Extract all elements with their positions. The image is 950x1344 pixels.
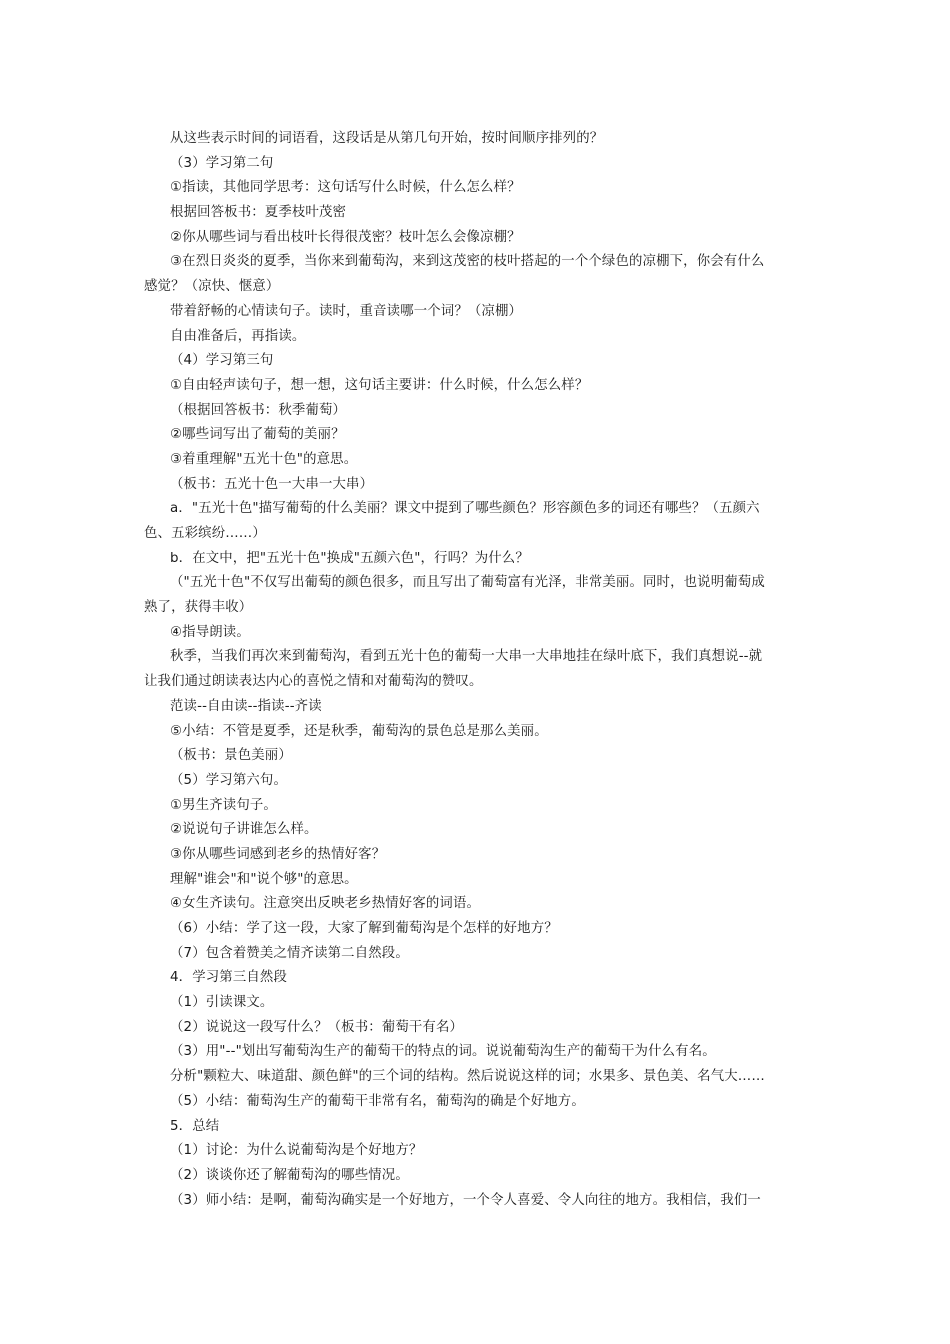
- text-line: 范读--自由读--指读--齐读: [170, 698, 322, 714]
- text-line: 5．总结: [170, 1118, 220, 1134]
- text-line: 熟了，获得丰收）: [144, 600, 253, 616]
- text-line: （3）用"--"划出写葡萄沟生产的葡萄干的特点的词。说说葡萄沟生产的葡萄干为什么有名。: [170, 1044, 716, 1060]
- text-line: ③在烈日炎炎的夏季，当你来到葡萄沟，来到这茂密的枝叶搭起的一个个绿色的凉棚下，你会有什么: [170, 254, 765, 270]
- text-line: 感觉？（凉快、惬意）: [144, 279, 280, 295]
- text-line: （板书：五光十色一大串一大串）: [170, 476, 374, 492]
- text-line: 分析"颗粒大、味道甜、颜色鲜"的三个词的结构。然后说说这样的词；水果多、景色美、名气大……: [170, 1069, 765, 1085]
- text-line: （板书：景色美丽）: [170, 748, 292, 764]
- text-line: a．"五光十色"描写葡萄的什么美丽？课文中提到了哪些颜色？形容颜色多的词还有哪些？（五颜六: [170, 501, 760, 517]
- document-body: [144, 127, 808, 1213]
- text-line: 4．学习第三自然段: [170, 970, 287, 986]
- text-line: （"五光十色"不仅写出葡萄的颜色很多，而且写出了葡萄富有光泽，非常美丽。同时，也说明葡萄成: [170, 575, 765, 591]
- text-line: 根据回答板书：夏季枝叶茂密: [170, 205, 347, 221]
- text-line: ④指导朗读。: [170, 624, 250, 640]
- text-line: 理解"谁会"和"说个够"的意思。: [170, 871, 358, 887]
- text-line: （3）学习第二句: [170, 155, 274, 171]
- text-line: （2）说说这一段写什么？（板书：葡萄干有名）: [170, 1019, 464, 1035]
- text-line: b．在文中，把"五光十色"换成"五颜六色"，行吗？为什么？: [170, 550, 529, 566]
- text-line: 带着舒畅的心情读句子。读时，重音读哪一个词？（凉棚）: [170, 303, 523, 319]
- text-line: （5）学习第六句。: [170, 772, 287, 788]
- text-line: ①男生齐读句子。: [170, 797, 277, 813]
- text-line: ①指读，其他同学思考：这句话写什么时候，什么怎么样？: [170, 180, 521, 196]
- text-line: （6）小结：学了这一段，大家了解到葡萄沟是个怎样的好地方？: [170, 921, 558, 936]
- text-line: （4）学习第三句: [170, 353, 274, 369]
- text-line: ②你从哪些词与看出枝叶长得很茂密？枝叶怎么会像凉棚？: [170, 229, 521, 245]
- text-line: ③着重理解"五光十色"的意思。: [170, 451, 358, 467]
- text-line: （5）小结：葡萄沟生产的葡萄干非常有名，葡萄沟的确是个好地方。: [170, 1093, 585, 1109]
- text-line: 从这些表示时间的词语看，这段话是从第几句开始，按时间顺序排列的？: [170, 131, 604, 146]
- text-line: （1）引读课文。: [170, 995, 274, 1011]
- text-line: 自由准备后，再指读。: [170, 328, 306, 344]
- text-line: 色、五彩缤纷……）: [144, 526, 266, 541]
- text-line: （2）谈谈你还了解葡萄沟的哪些情况。: [170, 1167, 409, 1183]
- text-line: ⑤小结：不管是夏季，还是秋季，葡萄沟的景色总是那么美丽。: [170, 723, 548, 739]
- text-line: ①自由轻声读句子，想一想，这句话主要讲：什么时候，什么怎么样？: [170, 377, 589, 393]
- text-line: ③你从哪些词感到老乡的热情好客？: [170, 846, 386, 862]
- text-line: 秋季，当我们再次来到葡萄沟，看到五光十色的葡萄一大串一大串地挂在绿叶底下，我们真想说--就: [170, 649, 763, 665]
- text-line: （7）包含着赞美之情齐读第二自然段。: [170, 945, 409, 961]
- text-line: ④女生齐读句。注意突出反映老乡热情好客的词语。: [170, 896, 481, 912]
- text-line: （1）讨论：为什么说葡萄沟是个好地方？: [170, 1143, 423, 1159]
- text-line: ②哪些词写出了葡萄的美丽？: [170, 427, 345, 443]
- text-line: （3）师小结：是啊，葡萄沟确实是一个好地方，一个令人喜爱、令人向往的地方。我相信，我们一: [170, 1192, 761, 1208]
- text-line: （根据回答板书：秋季葡萄）: [170, 402, 347, 418]
- text-line: 让我们通过朗读表达内心的喜悦之情和对葡萄沟的赞叹。: [144, 674, 483, 690]
- text-line: ②说说句子讲谁怎么样。: [170, 822, 318, 838]
